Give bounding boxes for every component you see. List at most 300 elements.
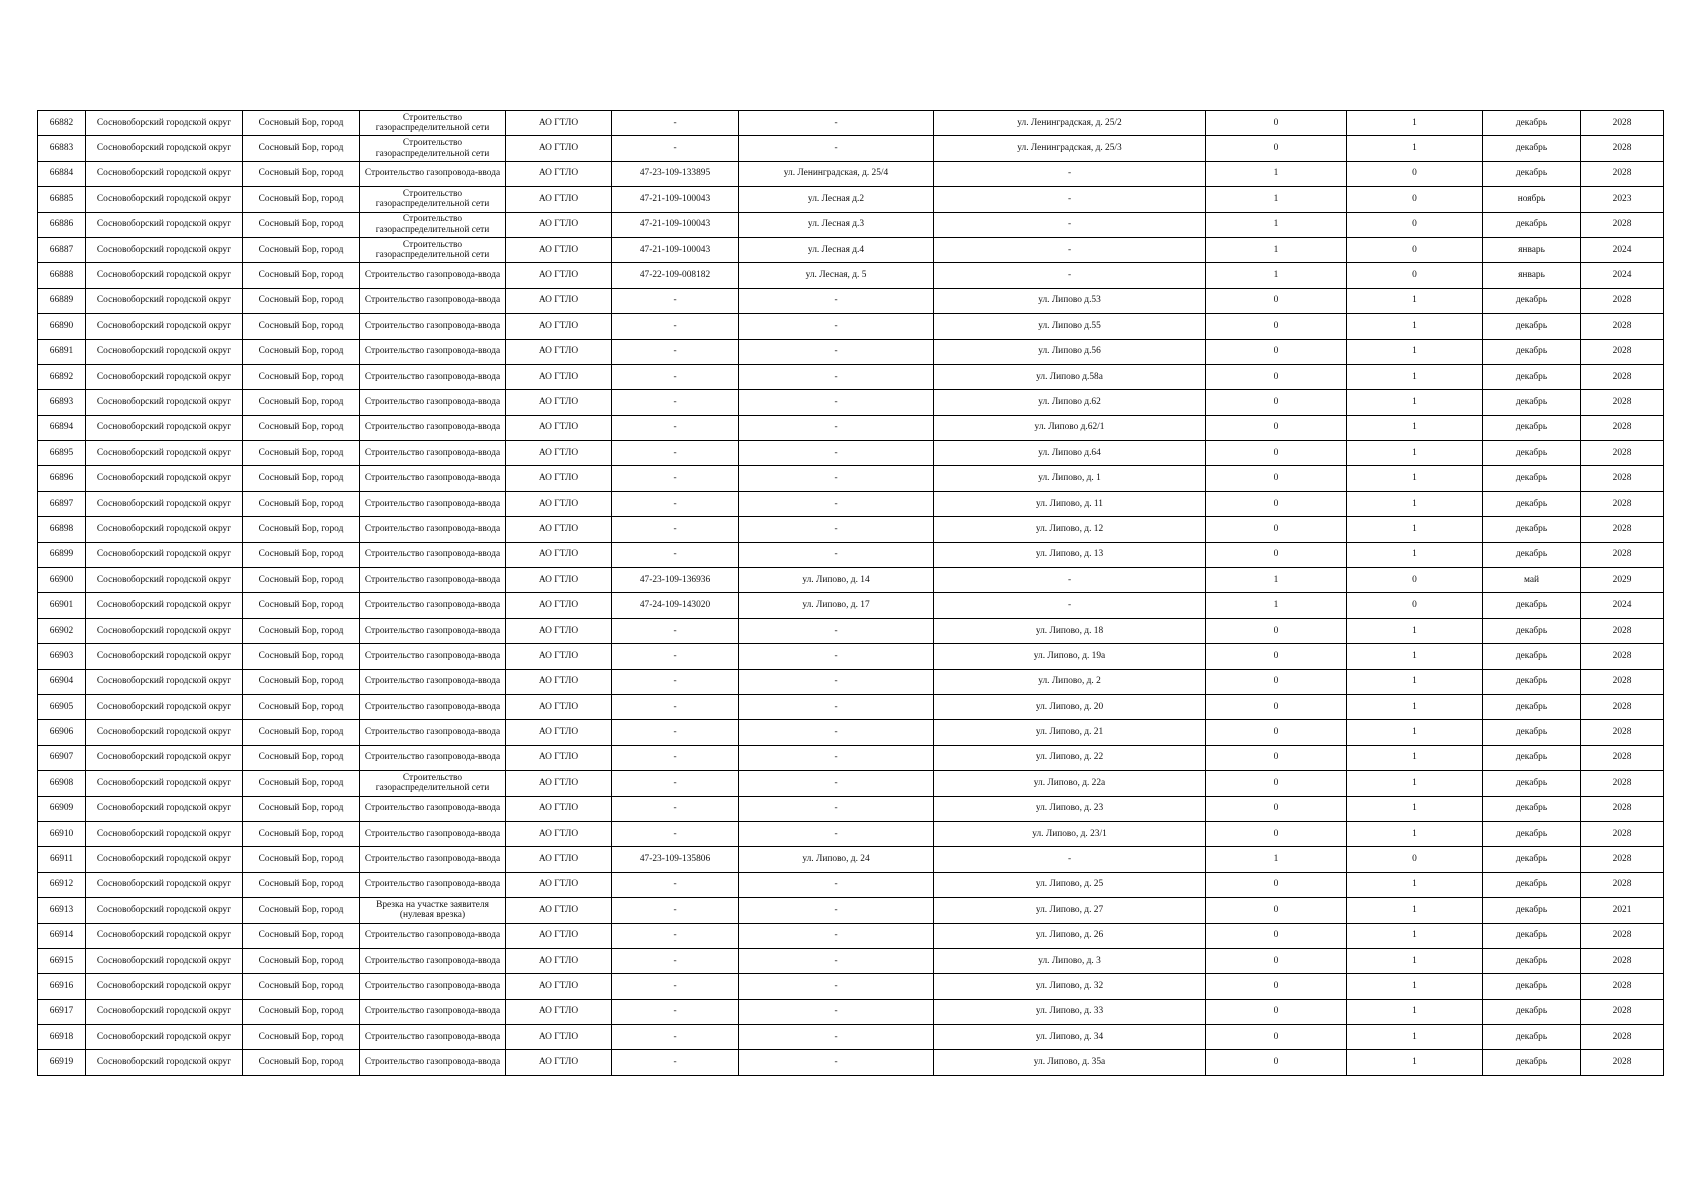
cadastral-number-cell: -	[612, 669, 739, 694]
row-number-cell: 66885	[38, 187, 86, 212]
month-cell: декабрь	[1483, 644, 1581, 669]
organization-cell: АО ГТЛО	[506, 568, 612, 593]
organization-cell: АО ГТЛО	[506, 187, 612, 212]
cadastral-number-cell: 47-23-109-135806	[612, 847, 739, 872]
cadastral-number-cell: -	[612, 898, 739, 923]
count-existing-cell: 0	[1206, 111, 1347, 136]
count-existing-cell: 0	[1206, 720, 1347, 745]
row-number-cell: 66916	[38, 974, 86, 999]
work-type-cell: Строительство газопровода-ввода	[360, 999, 506, 1024]
organization-cell: АО ГТЛО	[506, 771, 612, 796]
row-number-cell: 66914	[38, 923, 86, 948]
month-cell: декабрь	[1483, 339, 1581, 364]
cadastral-number-cell: -	[612, 390, 739, 415]
count-existing-cell: 0	[1206, 745, 1347, 770]
row-number-cell: 66891	[38, 339, 86, 364]
cadastral-number-cell: -	[612, 821, 739, 846]
district-cell: Сосновоборский городской округ	[86, 669, 243, 694]
table-row	[38, 898, 1664, 923]
address-planned-cell: ул. Липово д.58а	[934, 364, 1206, 389]
count-existing-cell: 0	[1206, 466, 1347, 491]
month-cell: декабрь	[1483, 923, 1581, 948]
cadastral-number-cell: -	[612, 872, 739, 897]
address-planned-cell: ул. Липово, д. 18	[934, 618, 1206, 643]
table-row	[38, 948, 1664, 973]
row-number-cell: 66907	[38, 745, 86, 770]
work-type-cell: Строительство газопровода-ввода	[360, 415, 506, 440]
cadastral-number-cell: -	[612, 542, 739, 567]
address-planned-cell: ул. Липово, д. 33	[934, 999, 1206, 1024]
month-cell: декабрь	[1483, 771, 1581, 796]
organization-cell: АО ГТЛО	[506, 237, 612, 262]
count-planned-cell: 1	[1347, 694, 1483, 719]
row-number-cell: 66906	[38, 720, 86, 745]
year-cell: 2021	[1581, 898, 1664, 923]
row-number-cell: 66892	[38, 364, 86, 389]
table-row	[38, 999, 1664, 1024]
address-existing-cell: -	[739, 339, 934, 364]
row-number-cell: 66905	[38, 694, 86, 719]
settlement-cell: Сосновый Бор, город	[243, 466, 360, 491]
settlement-cell: Сосновый Бор, город	[243, 415, 360, 440]
table-row	[38, 314, 1664, 339]
district-cell: Сосновоборский городской округ	[86, 390, 243, 415]
row-number-cell: 66918	[38, 1025, 86, 1050]
organization-cell: АО ГТЛО	[506, 339, 612, 364]
address-planned-cell: ул. Липово, д. 1	[934, 466, 1206, 491]
table-row	[38, 288, 1664, 313]
row-number-cell: 66884	[38, 161, 86, 186]
table-row	[38, 568, 1664, 593]
count-planned-cell: 1	[1347, 491, 1483, 516]
count-existing-cell: 0	[1206, 669, 1347, 694]
table-row	[38, 745, 1664, 770]
year-cell: 2028	[1581, 491, 1664, 516]
organization-cell: АО ГТЛО	[506, 466, 612, 491]
count-planned-cell: 1	[1347, 720, 1483, 745]
address-existing-cell: ул. Лесная, д. 5	[739, 263, 934, 288]
address-planned-cell: ул. Липово д.53	[934, 288, 1206, 313]
count-planned-cell: 0	[1347, 212, 1483, 237]
table-row	[38, 415, 1664, 440]
table-row	[38, 542, 1664, 567]
row-number-cell: 66898	[38, 517, 86, 542]
work-type-cell: Строительство газопровода-ввода	[360, 491, 506, 516]
count-existing-cell: 0	[1206, 898, 1347, 923]
gasification-table	[37, 110, 1664, 1076]
address-existing-cell: -	[739, 948, 934, 973]
settlement-cell: Сосновый Бор, город	[243, 872, 360, 897]
count-existing-cell: 0	[1206, 364, 1347, 389]
row-number-cell: 66896	[38, 466, 86, 491]
year-cell: 2028	[1581, 542, 1664, 567]
cadastral-number-cell: 47-23-109-136936	[612, 568, 739, 593]
year-cell: 2028	[1581, 288, 1664, 313]
count-existing-cell: 0	[1206, 517, 1347, 542]
address-planned-cell: -	[934, 237, 1206, 262]
count-planned-cell: 1	[1347, 136, 1483, 161]
settlement-cell: Сосновый Бор, город	[243, 771, 360, 796]
cadastral-number-cell: -	[612, 948, 739, 973]
settlement-cell: Сосновый Бор, город	[243, 694, 360, 719]
address-planned-cell: ул. Липово, д. 27	[934, 898, 1206, 923]
year-cell: 2028	[1581, 974, 1664, 999]
organization-cell: АО ГТЛО	[506, 1050, 612, 1075]
district-cell: Сосновоборский городской округ	[86, 1050, 243, 1075]
table-row	[38, 111, 1664, 136]
cadastral-number-cell: -	[612, 136, 739, 161]
count-planned-cell: 1	[1347, 517, 1483, 542]
table-row	[38, 263, 1664, 288]
row-number-cell: 66908	[38, 771, 86, 796]
address-existing-cell: -	[739, 288, 934, 313]
address-planned-cell: ул. Липово, д. 35а	[934, 1050, 1206, 1075]
year-cell: 2028	[1581, 771, 1664, 796]
row-number-cell: 66893	[38, 390, 86, 415]
settlement-cell: Сосновый Бор, город	[243, 999, 360, 1024]
table-row	[38, 694, 1664, 719]
count-existing-cell: 0	[1206, 923, 1347, 948]
organization-cell: АО ГТЛО	[506, 390, 612, 415]
month-cell: декабрь	[1483, 314, 1581, 339]
settlement-cell: Сосновый Бор, город	[243, 593, 360, 618]
cadastral-number-cell: -	[612, 923, 739, 948]
cadastral-number-cell: -	[612, 441, 739, 466]
count-existing-cell: 1	[1206, 847, 1347, 872]
table-row	[38, 771, 1664, 796]
address-existing-cell: ул. Липово, д. 17	[739, 593, 934, 618]
month-cell: декабрь	[1483, 441, 1581, 466]
settlement-cell: Сосновый Бор, город	[243, 1025, 360, 1050]
count-planned-cell: 1	[1347, 898, 1483, 923]
cadastral-number-cell: 47-21-109-100043	[612, 187, 739, 212]
year-cell: 2028	[1581, 136, 1664, 161]
settlement-cell: Сосновый Бор, город	[243, 263, 360, 288]
district-cell: Сосновоборский городской округ	[86, 441, 243, 466]
work-type-cell: Строительство газопровода-ввода	[360, 593, 506, 618]
district-cell: Сосновоборский городской округ	[86, 923, 243, 948]
count-existing-cell: 0	[1206, 314, 1347, 339]
address-planned-cell: ул. Липово, д. 2	[934, 669, 1206, 694]
row-number-cell: 66912	[38, 872, 86, 897]
address-planned-cell: ул. Липово, д. 19а	[934, 644, 1206, 669]
cadastral-number-cell: -	[612, 974, 739, 999]
month-cell: декабрь	[1483, 694, 1581, 719]
table-row	[38, 466, 1664, 491]
settlement-cell: Сосновый Бор, город	[243, 314, 360, 339]
year-cell: 2028	[1581, 821, 1664, 846]
cadastral-number-cell: -	[612, 796, 739, 821]
row-number-cell: 66886	[38, 212, 86, 237]
district-cell: Сосновоборский городской округ	[86, 263, 243, 288]
year-cell: 2028	[1581, 999, 1664, 1024]
month-cell: декабрь	[1483, 136, 1581, 161]
count-planned-cell: 1	[1347, 339, 1483, 364]
table-row	[38, 923, 1664, 948]
settlement-cell: Сосновый Бор, город	[243, 974, 360, 999]
month-cell: декабрь	[1483, 618, 1581, 643]
district-cell: Сосновоборский городской округ	[86, 847, 243, 872]
cadastral-number-cell: -	[612, 1050, 739, 1075]
month-cell: декабрь	[1483, 288, 1581, 313]
cadastral-number-cell: -	[612, 745, 739, 770]
count-existing-cell: 0	[1206, 1050, 1347, 1075]
district-cell: Сосновоборский городской округ	[86, 111, 243, 136]
organization-cell: АО ГТЛО	[506, 618, 612, 643]
organization-cell: АО ГТЛО	[506, 288, 612, 313]
settlement-cell: Сосновый Бор, город	[243, 1050, 360, 1075]
district-cell: Сосновоборский городской округ	[86, 618, 243, 643]
address-existing-cell: ул. Лесная д.2	[739, 187, 934, 212]
work-type-cell: Строительство газопровода-ввода	[360, 847, 506, 872]
year-cell: 2028	[1581, 948, 1664, 973]
count-planned-cell: 0	[1347, 161, 1483, 186]
settlement-cell: Сосновый Бор, город	[243, 212, 360, 237]
settlement-cell: Сосновый Бор, город	[243, 745, 360, 770]
month-cell: декабрь	[1483, 847, 1581, 872]
district-cell: Сосновоборский городской округ	[86, 288, 243, 313]
row-number-cell: 66911	[38, 847, 86, 872]
cadastral-number-cell: -	[612, 644, 739, 669]
work-type-cell: Строительство газопровода-ввода	[360, 364, 506, 389]
address-existing-cell: -	[739, 517, 934, 542]
address-existing-cell: -	[739, 923, 934, 948]
count-existing-cell: 0	[1206, 542, 1347, 567]
address-existing-cell: -	[739, 542, 934, 567]
settlement-cell: Сосновый Бор, город	[243, 644, 360, 669]
table-body	[38, 111, 1664, 1076]
count-planned-cell: 0	[1347, 568, 1483, 593]
work-type-cell: Строительство газопровода-ввода	[360, 339, 506, 364]
month-cell: декабрь	[1483, 948, 1581, 973]
count-existing-cell: 0	[1206, 339, 1347, 364]
organization-cell: АО ГТЛО	[506, 314, 612, 339]
organization-cell: АО ГТЛО	[506, 974, 612, 999]
work-type-cell: Строительство газопровода-ввода	[360, 1025, 506, 1050]
row-number-cell: 66919	[38, 1050, 86, 1075]
district-cell: Сосновоборский городской округ	[86, 161, 243, 186]
address-existing-cell: -	[739, 898, 934, 923]
address-planned-cell: ул. Липово, д. 20	[934, 694, 1206, 719]
settlement-cell: Сосновый Бор, город	[243, 161, 360, 186]
address-planned-cell: -	[934, 568, 1206, 593]
row-number-cell: 66903	[38, 644, 86, 669]
work-type-cell: Строительство газопровода-ввода	[360, 390, 506, 415]
count-existing-cell: 0	[1206, 644, 1347, 669]
count-existing-cell: 1	[1206, 161, 1347, 186]
organization-cell: АО ГТЛО	[506, 872, 612, 897]
address-planned-cell: ул. Липово, д. 21	[934, 720, 1206, 745]
address-existing-cell: -	[739, 618, 934, 643]
cadastral-number-cell: -	[612, 339, 739, 364]
cadastral-number-cell: -	[612, 999, 739, 1024]
month-cell: декабрь	[1483, 796, 1581, 821]
address-existing-cell: ул. Лесная д.3	[739, 212, 934, 237]
work-type-cell: Строительство газораспределительной сети	[360, 111, 506, 136]
table-row	[38, 1025, 1664, 1050]
count-planned-cell: 1	[1347, 974, 1483, 999]
row-number-cell: 66889	[38, 288, 86, 313]
count-existing-cell: 1	[1206, 187, 1347, 212]
address-existing-cell: -	[739, 136, 934, 161]
count-existing-cell: 0	[1206, 694, 1347, 719]
settlement-cell: Сосновый Бор, город	[243, 847, 360, 872]
cadastral-number-cell: -	[612, 618, 739, 643]
district-cell: Сосновоборский городской округ	[86, 898, 243, 923]
work-type-cell: Строительство газопровода-ввода	[360, 314, 506, 339]
organization-cell: АО ГТЛО	[506, 542, 612, 567]
table-row	[38, 720, 1664, 745]
address-planned-cell: ул. Ленинградская, д. 25/2	[934, 111, 1206, 136]
district-cell: Сосновоборский городской округ	[86, 974, 243, 999]
table-row	[38, 821, 1664, 846]
organization-cell: АО ГТЛО	[506, 644, 612, 669]
count-planned-cell: 1	[1347, 390, 1483, 415]
count-planned-cell: 1	[1347, 999, 1483, 1024]
organization-cell: АО ГТЛО	[506, 847, 612, 872]
district-cell: Сосновоборский городской округ	[86, 517, 243, 542]
year-cell: 2028	[1581, 212, 1664, 237]
count-planned-cell: 1	[1347, 288, 1483, 313]
year-cell: 2028	[1581, 847, 1664, 872]
month-cell: декабрь	[1483, 415, 1581, 440]
year-cell: 2023	[1581, 187, 1664, 212]
year-cell: 2028	[1581, 796, 1664, 821]
organization-cell: АО ГТЛО	[506, 111, 612, 136]
address-planned-cell: -	[934, 847, 1206, 872]
address-planned-cell: ул. Липово, д. 12	[934, 517, 1206, 542]
year-cell: 2028	[1581, 872, 1664, 897]
count-existing-cell: 1	[1206, 593, 1347, 618]
count-planned-cell: 1	[1347, 542, 1483, 567]
count-planned-cell: 1	[1347, 466, 1483, 491]
count-planned-cell: 1	[1347, 618, 1483, 643]
settlement-cell: Сосновый Бор, город	[243, 111, 360, 136]
district-cell: Сосновоборский городской округ	[86, 542, 243, 567]
cadastral-number-cell: -	[612, 415, 739, 440]
cadastral-number-cell: 47-22-109-008182	[612, 263, 739, 288]
year-cell: 2024	[1581, 237, 1664, 262]
count-existing-cell: 0	[1206, 1025, 1347, 1050]
month-cell: декабрь	[1483, 593, 1581, 618]
count-planned-cell: 1	[1347, 669, 1483, 694]
address-existing-cell: -	[739, 390, 934, 415]
year-cell: 2028	[1581, 923, 1664, 948]
row-number-cell: 66913	[38, 898, 86, 923]
organization-cell: АО ГТЛО	[506, 441, 612, 466]
table-row	[38, 669, 1664, 694]
year-cell: 2029	[1581, 568, 1664, 593]
address-planned-cell: ул. Липово д.62	[934, 390, 1206, 415]
address-planned-cell: -	[934, 593, 1206, 618]
district-cell: Сосновоборский городской округ	[86, 593, 243, 618]
table-row	[38, 618, 1664, 643]
count-planned-cell: 1	[1347, 948, 1483, 973]
month-cell: декабрь	[1483, 364, 1581, 389]
district-cell: Сосновоборский городской округ	[86, 644, 243, 669]
document-page	[37, 110, 1663, 1076]
work-type-cell: Строительство газораспределительной сети	[360, 136, 506, 161]
table-row	[38, 339, 1664, 364]
work-type-cell: Строительство газопровода-ввода	[360, 644, 506, 669]
settlement-cell: Сосновый Бор, город	[243, 517, 360, 542]
month-cell: ноябрь	[1483, 187, 1581, 212]
address-planned-cell: ул. Липово, д. 34	[934, 1025, 1206, 1050]
work-type-cell: Строительство газопровода-ввода	[360, 441, 506, 466]
address-planned-cell: ул. Липово, д. 3	[934, 948, 1206, 973]
work-type-cell: Строительство газопровода-ввода	[360, 161, 506, 186]
table-row	[38, 136, 1664, 161]
address-planned-cell: ул. Липово, д. 26	[934, 923, 1206, 948]
organization-cell: АО ГТЛО	[506, 821, 612, 846]
row-number-cell: 66910	[38, 821, 86, 846]
month-cell: декабрь	[1483, 1025, 1581, 1050]
cadastral-number-cell: -	[612, 771, 739, 796]
year-cell: 2028	[1581, 161, 1664, 186]
work-type-cell: Строительство газораспределительной сети	[360, 237, 506, 262]
count-existing-cell: 0	[1206, 872, 1347, 897]
work-type-cell: Строительство газопровода-ввода	[360, 694, 506, 719]
month-cell: декабрь	[1483, 745, 1581, 770]
row-number-cell: 66888	[38, 263, 86, 288]
work-type-cell: Строительство газопровода-ввода	[360, 821, 506, 846]
settlement-cell: Сосновый Бор, город	[243, 187, 360, 212]
settlement-cell: Сосновый Бор, город	[243, 796, 360, 821]
year-cell: 2028	[1581, 364, 1664, 389]
address-existing-cell: -	[739, 111, 934, 136]
organization-cell: АО ГТЛО	[506, 415, 612, 440]
district-cell: Сосновоборский городской округ	[86, 212, 243, 237]
address-existing-cell: -	[739, 644, 934, 669]
organization-cell: АО ГТЛО	[506, 161, 612, 186]
count-existing-cell: 0	[1206, 491, 1347, 516]
address-planned-cell: -	[934, 263, 1206, 288]
month-cell: декабрь	[1483, 669, 1581, 694]
count-existing-cell: 0	[1206, 390, 1347, 415]
year-cell: 2024	[1581, 263, 1664, 288]
row-number-cell: 66890	[38, 314, 86, 339]
year-cell: 2028	[1581, 517, 1664, 542]
row-number-cell: 66915	[38, 948, 86, 973]
work-type-cell: Строительство газопровода-ввода	[360, 974, 506, 999]
address-existing-cell: -	[739, 771, 934, 796]
settlement-cell: Сосновый Бор, город	[243, 821, 360, 846]
address-planned-cell: ул. Липово д.55	[934, 314, 1206, 339]
address-planned-cell: -	[934, 161, 1206, 186]
row-number-cell: 66917	[38, 999, 86, 1024]
year-cell: 2028	[1581, 415, 1664, 440]
district-cell: Сосновоборский городской округ	[86, 568, 243, 593]
district-cell: Сосновоборский городской округ	[86, 720, 243, 745]
district-cell: Сосновоборский городской округ	[86, 415, 243, 440]
work-type-cell: Строительство газопровода-ввода	[360, 466, 506, 491]
settlement-cell: Сосновый Бор, город	[243, 136, 360, 161]
organization-cell: АО ГТЛО	[506, 669, 612, 694]
work-type-cell: Врезка на участке заявителя (нулевая врезка)	[360, 898, 506, 923]
table-row	[38, 491, 1664, 516]
district-cell: Сосновоборский городской округ	[86, 466, 243, 491]
year-cell: 2028	[1581, 1050, 1664, 1075]
table-row	[38, 593, 1664, 618]
district-cell: Сосновоборский городской округ	[86, 1025, 243, 1050]
year-cell: 2028	[1581, 390, 1664, 415]
work-type-cell: Строительство газопровода-ввода	[360, 948, 506, 973]
count-existing-cell: 1	[1206, 212, 1347, 237]
cadastral-number-cell: -	[612, 720, 739, 745]
address-existing-cell: -	[739, 821, 934, 846]
count-existing-cell: 0	[1206, 974, 1347, 999]
settlement-cell: Сосновый Бор, город	[243, 948, 360, 973]
